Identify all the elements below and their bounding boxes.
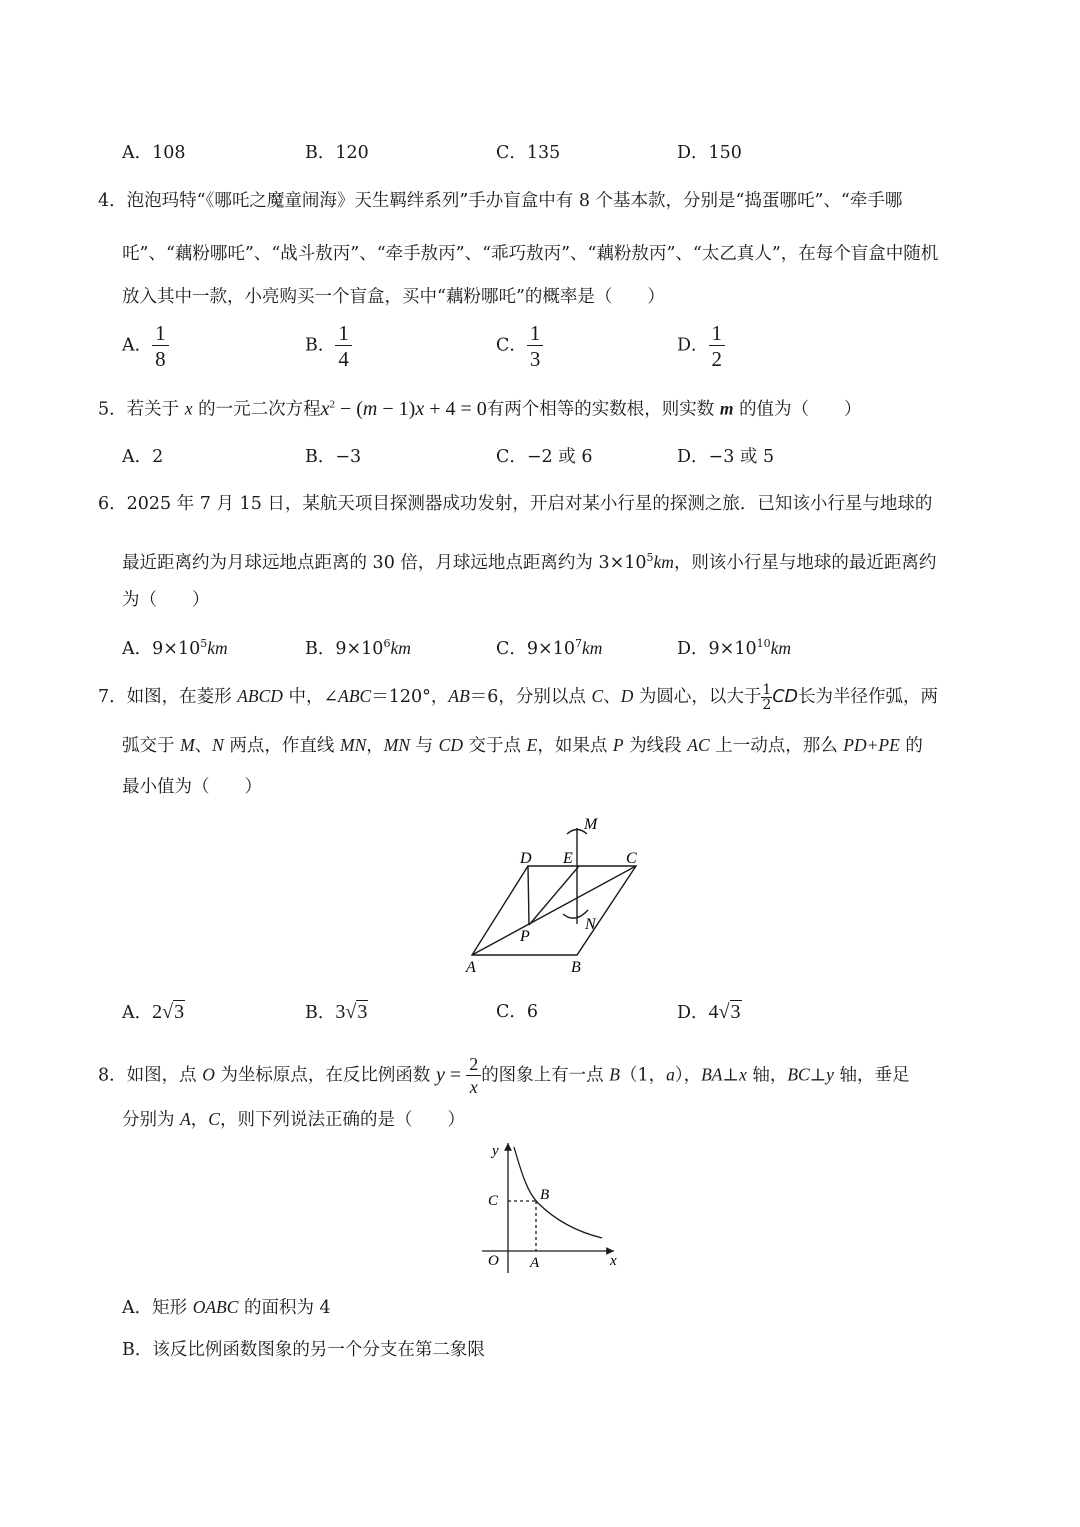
- axis-label-y: y: [492, 1143, 499, 1159]
- q4-option-c: C． $\frac{1}{3}$: [496, 322, 543, 370]
- q3-option-b: B．120: [305, 143, 369, 163]
- label-a: A: [466, 959, 476, 976]
- q7-line-1: 7．如图，在菱形 ABCD 中，∠ABC＝120°，AB＝6，分别以点 C、D 为圆心，以大于 $\frac{1}{2}$ CD长为半径作弧，两: [98, 682, 939, 713]
- q7-option-d: D．4√3: [677, 1001, 741, 1023]
- q5-option-c: C．−2 或 6: [496, 447, 593, 467]
- point-label-a: A: [530, 1255, 540, 1271]
- label-c: C: [626, 850, 637, 867]
- q6-option-d: D．$9\times 10^{10}km$: [677, 637, 792, 659]
- q5-stem: 5．若关于 x 的一元二次方程$x^2 - (m - 1)x + 4 = 0$有两个相等的实数根，则实数 m 的值为（ ）: [98, 397, 862, 420]
- q4-line-3: 放入其中一款，小亮购买一个盲盒，买中“藕粉哪吒”的概率是（ ）: [122, 287, 665, 307]
- label-m: M: [584, 816, 598, 833]
- q5-option-d: D．−3 或 5: [677, 447, 775, 467]
- q7-option-a: A．2√3: [122, 1001, 185, 1023]
- label-d: D: [520, 850, 532, 867]
- q8-line-2: 分别为 A，C，则下列说法正确的是（ ）: [122, 1109, 465, 1130]
- q6-line-3: 为（ ）: [122, 590, 210, 610]
- q7-option-b: B．3√3: [305, 1001, 368, 1023]
- label-b: B: [571, 959, 581, 976]
- point-label-c: C: [488, 1193, 499, 1209]
- label-p: P: [520, 928, 530, 945]
- q7-line-2: 弧交于 M、N 两点，作直线 MN，MN 与 CD 交于点 E，如果点 P 为线段 AC 上一动点，那么 PD+PE 的: [122, 735, 923, 756]
- q8-line-1: 8．如图，点 O 为坐标原点，在反比例函数 y = $\frac{2}{x}$ 的图象上有一点 B（1，a），BA⊥x 轴，BC⊥y 轴，垂足: [98, 1054, 910, 1097]
- q3-option-a: A．108: [122, 143, 186, 163]
- q6-option-b: B．$9\times 10^6km$: [305, 637, 411, 659]
- axis-label-x: x: [610, 1253, 617, 1269]
- q4-line-1: 4．泡泡玛特“《哪吒之魔童闹海》天生羁绊系列”手办盲盒中有 8 个基本款，分别是“捣蛋哪吒”、“牵手哪: [98, 191, 903, 211]
- q6-option-a: A．$9\times 10^5km$: [122, 637, 228, 659]
- q8-option-a: A．矩形 OABC 的面积为 4: [122, 1297, 331, 1318]
- q7-line-3: 最小值为（ ）: [122, 777, 262, 797]
- q4-option-d: D． $\frac{1}{2}$: [677, 322, 725, 370]
- q8-option-b: B．该反比例函数图象的另一个分支在第二象限: [122, 1340, 485, 1360]
- q5-option-b: B．−3: [305, 447, 362, 467]
- q4-option-a: A． $\frac{1}{8}$: [122, 322, 169, 370]
- q3-option-d: D．150: [677, 143, 742, 163]
- point-label-b: B: [540, 1187, 550, 1203]
- label-e: E: [563, 850, 573, 867]
- segment-pd: [528, 866, 529, 925]
- q5-option-a: A．2: [122, 447, 164, 467]
- hyperbola-curve: [514, 1147, 602, 1238]
- q3-option-c: C．135: [496, 143, 561, 163]
- hyperbola-figure: [478, 1135, 628, 1275]
- q4-line-2: 吒”、“藕粉哪吒”、“战斗敖丙”、“牵手敖丙”、“乖巧敖丙”、“藕粉敖丙”、“太乙真人”，在每个盲盒中随机: [122, 244, 939, 264]
- diagonal-ac: [472, 866, 636, 955]
- q4-option-b: B． $\frac{1}{4}$: [305, 322, 352, 370]
- q6-line-2: 最近距离约为月球远地点距离的 30 倍，月球远地点距离约为 $3\times 10^5km$，则该小行星与地球的最近距离约: [122, 551, 937, 573]
- label-n: N: [585, 916, 596, 933]
- q6-line-1: 6．2025 年 7 月 15 日，某航天项目探测器成功发射，开启对某小行星的探测之旅．已知该小行星与地球的: [98, 494, 933, 514]
- q7-option-c: C．6: [496, 1002, 539, 1022]
- rhombus-figure: [460, 812, 650, 978]
- origin-label-o: O: [488, 1253, 499, 1269]
- segment-pe: [529, 866, 579, 925]
- q6-option-c: C．$9\times 10^7km$: [496, 637, 603, 659]
